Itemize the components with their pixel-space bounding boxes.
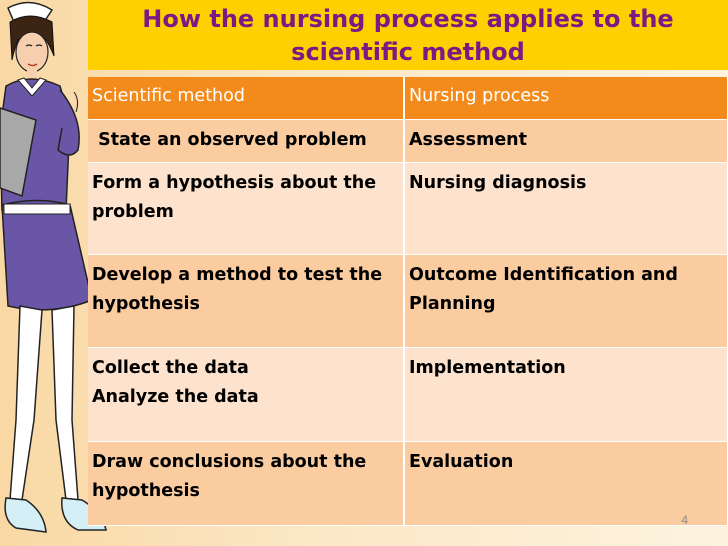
nursing-step: Outcome Identification and Planning	[404, 255, 728, 348]
slide-title	[88, 0, 728, 70]
table-row	[88, 163, 728, 255]
table-row	[88, 255, 728, 348]
nursing-step: Nursing diagnosis	[404, 163, 728, 255]
nursing-step: Implementation	[404, 348, 728, 442]
scientific-step: Collect the data Analyze the data	[88, 348, 404, 442]
table-header-row	[88, 77, 728, 120]
scientific-step: Form a hypothesis about the problem	[88, 163, 404, 255]
header-scientific-method: Scientific method	[88, 77, 404, 120]
scientific-step: Develop a method to test the hypothesis	[88, 255, 404, 348]
header-nursing-process: Nursing process	[404, 77, 728, 120]
comparison-table	[88, 77, 728, 526]
title-line-1: How the nursing process applies to the	[142, 5, 674, 33]
scientific-step: State an observed problem	[88, 120, 404, 163]
page-number: 4	[681, 513, 688, 527]
scientific-step: Draw conclusions about the hypothesis	[88, 442, 404, 526]
nursing-step: Evaluation	[404, 442, 728, 526]
title-line-2: scientific method	[291, 38, 525, 66]
table-row	[88, 120, 728, 163]
nursing-step: Assessment	[404, 120, 728, 163]
table-row	[88, 348, 728, 442]
table-row	[88, 442, 728, 526]
